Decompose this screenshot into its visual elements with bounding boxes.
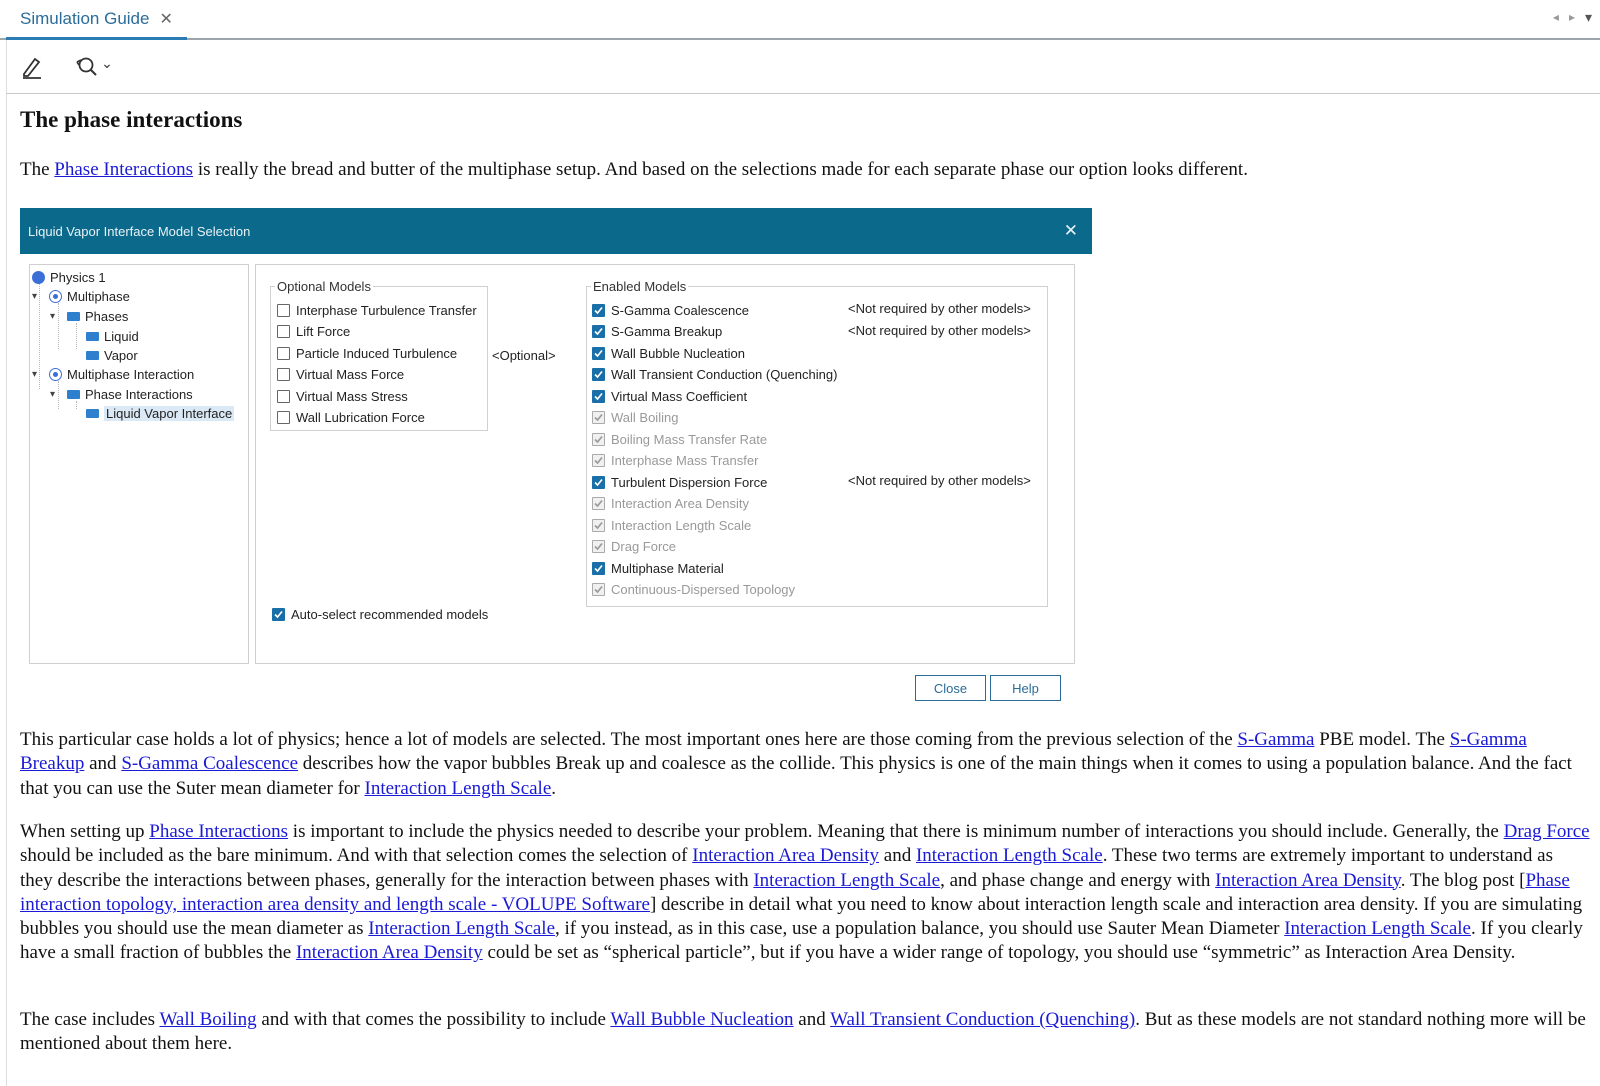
folder-icon bbox=[67, 312, 80, 321]
checkbox-label: Wall Boiling bbox=[611, 410, 679, 425]
text: . If you clearly have a small fraction of bubbles the bbox=[20, 918, 1583, 964]
physics-icon bbox=[32, 271, 45, 284]
folder-icon bbox=[86, 351, 99, 360]
model-checkbox[interactable] bbox=[592, 473, 767, 491]
tab-close-icon[interactable]: ✕ bbox=[159, 10, 173, 28]
model-checkbox[interactable] bbox=[592, 344, 745, 362]
text: and bbox=[879, 845, 916, 867]
link-interaction-length-scale[interactable]: Interaction Length Scale bbox=[368, 918, 556, 940]
checkbox-checked-icon bbox=[272, 608, 285, 621]
expander-icon[interactable]: ▾ bbox=[32, 290, 38, 302]
model-checkbox[interactable] bbox=[592, 559, 724, 577]
text: . bbox=[551, 777, 557, 799]
model-checkbox[interactable] bbox=[277, 323, 350, 341]
checkbox-label: Virtual Mass Stress bbox=[296, 388, 408, 404]
checkbox-checked-icon bbox=[592, 454, 605, 467]
link-s-gamma-coalescence[interactable]: S-Gamma Coalescence bbox=[121, 753, 299, 775]
tree-item-liquid-vapor-interface[interactable] bbox=[86, 404, 234, 422]
text: describes how the vapor bubbles Break up and coalesce as the collide. This physics is one of the main things when it comes to using a population balance. And the fact that you can use the Suter mean diameter for bbox=[20, 753, 1572, 799]
text: The bbox=[20, 159, 55, 180]
text: ] describe in detail what you need to know about interaction length scale and interaction area density. If you are simulating bubbles you should use the mean diameter as bbox=[20, 893, 1583, 940]
text: is important to include the physics needed to describe your problem. Meaning that there is minimum number of interactions you should include. Generally, the bbox=[288, 821, 1504, 842]
checkbox-checked-icon bbox=[592, 347, 605, 360]
model-checkbox[interactable] bbox=[277, 344, 457, 362]
checkbox-checked-icon bbox=[592, 519, 605, 532]
tree-item-multiphase-interaction[interactable] bbox=[32, 365, 194, 383]
tree-item-vapor[interactable] bbox=[86, 346, 138, 364]
tree-item-physics[interactable] bbox=[32, 268, 106, 286]
model-icon bbox=[49, 290, 62, 303]
model-checkbox[interactable] bbox=[277, 301, 477, 319]
tree-label: Phases bbox=[85, 308, 129, 324]
text: When setting up bbox=[20, 821, 150, 842]
link-wall-transient-conduction[interactable]: Wall Transient Conduction (Quenching) bbox=[830, 1009, 1136, 1030]
folder-icon bbox=[67, 390, 80, 399]
checkbox-checked-icon bbox=[592, 476, 605, 489]
tab-bar bbox=[0, 0, 1600, 40]
scroll-left-icon[interactable]: ◂ bbox=[1552, 10, 1559, 24]
not-required-note: <Not required by other models> bbox=[848, 473, 1031, 488]
checkbox-checked-icon bbox=[592, 325, 605, 338]
find-dropdown-button[interactable] bbox=[67, 52, 119, 82]
toolbar bbox=[6, 40, 1600, 94]
model-checkbox[interactable] bbox=[592, 387, 747, 405]
link-interaction-area-density[interactable]: Interaction Area Density bbox=[692, 845, 880, 867]
expander-icon[interactable]: ▾ bbox=[50, 388, 56, 400]
model-checkbox bbox=[592, 538, 676, 556]
model-checkbox[interactable] bbox=[277, 387, 408, 405]
text: . The blog post [ bbox=[1400, 869, 1526, 891]
checkbox-checked-icon bbox=[592, 583, 605, 596]
link-wall-boiling[interactable]: Wall Boiling bbox=[159, 1009, 257, 1030]
checkbox-checked-icon bbox=[592, 497, 605, 510]
close-button[interactable]: Close bbox=[915, 675, 986, 701]
tab-simulation-guide[interactable] bbox=[6, 0, 187, 40]
not-required-note: <Not required by other models> bbox=[848, 301, 1031, 316]
intro-paragraph bbox=[20, 158, 1590, 182]
checkbox-label: Wall Transient Conduction (Quenching) bbox=[611, 367, 838, 382]
tree-label: Physics 1 bbox=[50, 269, 106, 285]
checkbox-label: Wall Lubrication Force bbox=[296, 410, 425, 425]
model-checkbox bbox=[592, 495, 749, 513]
folder-icon bbox=[86, 332, 99, 341]
text: . But as these models are not standard nothing more will be mentioned about them here. bbox=[20, 1009, 1586, 1055]
checkbox-label: Lift Force bbox=[296, 324, 351, 339]
model-checkbox bbox=[592, 581, 795, 599]
checkbox-unchecked-icon bbox=[277, 325, 290, 338]
tree-label: Vapor bbox=[104, 347, 138, 363]
paragraph-phase-interactions bbox=[20, 820, 1590, 966]
checkbox-unchecked-icon bbox=[277, 390, 290, 403]
model-checkbox bbox=[592, 516, 751, 534]
link-interaction-length-scale[interactable]: Interaction Length Scale bbox=[364, 777, 552, 799]
model-icon bbox=[49, 368, 62, 381]
folder-icon bbox=[86, 409, 99, 418]
expander-icon[interactable]: ▾ bbox=[32, 368, 38, 380]
checkbox-label: S-Gamma Breakup bbox=[611, 324, 723, 339]
link-interaction-area-density[interactable]: Interaction Area Density bbox=[295, 942, 483, 964]
checkbox-checked-icon bbox=[592, 562, 605, 575]
checkbox-label: Multiphase Material bbox=[611, 560, 724, 576]
checkbox-label: Interaction Area Density bbox=[611, 496, 750, 511]
help-button[interactable]: Help bbox=[990, 675, 1061, 701]
tree-label: Multiphase bbox=[67, 288, 130, 304]
link-wall-bubble-nucleation[interactable]: Wall Bubble Nucleation bbox=[610, 1009, 794, 1030]
text: and bbox=[84, 753, 122, 775]
text: should be included as the bare minimum. And with that selection comes the selection of bbox=[20, 845, 693, 867]
dialog-close-icon[interactable]: ✕ bbox=[1063, 221, 1078, 240]
checkbox-label: Continuous-Dispersed Topology bbox=[611, 582, 796, 597]
tab-menu-icon[interactable]: ▾ bbox=[1584, 10, 1592, 26]
tree-guide bbox=[76, 323, 77, 349]
paragraph-s-gamma bbox=[20, 728, 1590, 801]
search-icon bbox=[73, 54, 99, 80]
checkbox-label: Virtual Mass Coefficient bbox=[611, 388, 748, 404]
physics-tree bbox=[29, 264, 249, 664]
checkbox-label: Virtual Mass Force bbox=[296, 367, 405, 382]
model-checkbox bbox=[592, 430, 767, 448]
checkbox-label: Drag Force bbox=[611, 539, 677, 554]
optional-tag: <Optional> bbox=[492, 348, 556, 363]
model-checkbox[interactable] bbox=[277, 366, 404, 384]
link-interaction-length-scale[interactable]: Interaction Length Scale bbox=[915, 845, 1103, 867]
text: is really the bread and butter of the multiphase setup. And based on the selections made for each separate phase our option looks different. bbox=[193, 159, 1248, 180]
text: PBE model. The bbox=[1314, 729, 1450, 750]
link-phase-interactions[interactable]: Phase Interactions bbox=[149, 821, 289, 842]
enabled-models-legend: Enabled Models bbox=[593, 279, 687, 294]
tree-label: Liquid Vapor Interface bbox=[106, 405, 233, 421]
auto-select-checkbox[interactable] bbox=[272, 605, 488, 623]
checkbox-label: Particle Induced Turbulence bbox=[296, 345, 458, 361]
checkbox-checked-icon bbox=[592, 368, 605, 381]
text: , if you instead, as in this case, use a population balance, you should use Sauter Mean Diameter bbox=[555, 918, 1285, 940]
tab-title: Simulation Guide bbox=[20, 8, 150, 28]
checkbox-label: Wall Bubble Nucleation bbox=[611, 345, 745, 361]
text: and with that comes the possibility to include bbox=[256, 1009, 611, 1030]
checkbox-label: Interphase Mass Transfer bbox=[611, 453, 759, 468]
text: . These two terms are extremely important to understand as they describe the interactions between phases, generally for the interaction between phases with bbox=[20, 845, 1553, 891]
checkbox-label: Auto-select recommended models bbox=[291, 606, 489, 622]
checkbox-checked-icon bbox=[592, 304, 605, 317]
link-interaction-area-density[interactable]: Interaction Area Density bbox=[1215, 869, 1401, 891]
model-checkbox[interactable] bbox=[592, 366, 837, 384]
model-checkbox bbox=[592, 452, 758, 470]
link-interaction-length-scale[interactable]: Interaction Length Scale bbox=[1284, 918, 1471, 940]
link-phase-interactions[interactable]: Phase Interactions bbox=[54, 159, 194, 180]
checkbox-checked-icon bbox=[592, 433, 605, 446]
tree-item-liquid[interactable] bbox=[86, 327, 139, 345]
expander-icon[interactable]: ▾ bbox=[50, 310, 56, 322]
tree-label: Multiphase Interaction bbox=[67, 366, 195, 382]
text: , and phase change and energy with bbox=[940, 869, 1216, 891]
checkbox-unchecked-icon bbox=[277, 411, 290, 424]
tree-item-phases[interactable] bbox=[50, 307, 128, 325]
link-drag-force[interactable]: Drag Force bbox=[1503, 821, 1590, 842]
checkbox-checked-icon bbox=[592, 411, 605, 424]
checkbox-unchecked-icon bbox=[277, 304, 290, 317]
checkbox-checked-icon bbox=[592, 390, 605, 403]
dialog-title: Liquid Vapor Interface Model Selection bbox=[28, 223, 251, 239]
tree-label: Liquid bbox=[104, 328, 139, 344]
link-s-gamma-breakup[interactable]: S-Gamma Breakup bbox=[20, 729, 1527, 775]
checkbox-label: Interaction Length Scale bbox=[611, 517, 752, 533]
tree-item-phase-interactions[interactable] bbox=[50, 385, 193, 403]
scroll-right-icon[interactable]: ▸ bbox=[1568, 10, 1575, 24]
link-s-gamma[interactable]: S-Gamma bbox=[1237, 729, 1315, 750]
text: The case includes bbox=[20, 1009, 160, 1030]
model-selection-panel bbox=[255, 264, 1075, 664]
pen-icon bbox=[19, 54, 45, 80]
model-checkbox[interactable] bbox=[592, 301, 749, 319]
text: This particular case holds a lot of physics; hence a lot of models are selected. The most important ones here are those coming from the previous selection of the bbox=[20, 729, 1238, 750]
checkbox-label: Turbulent Dispersion Force bbox=[611, 474, 768, 490]
paragraph-wall-boiling bbox=[20, 1008, 1590, 1057]
checkbox-label: Boiling Mass Transfer Rate bbox=[611, 431, 768, 447]
chevron-down-icon: ⌄ bbox=[101, 56, 113, 72]
model-checkbox[interactable] bbox=[592, 323, 722, 341]
text: could be set as “spherical particle”, but if you have a wider range of topology, you should use “symmetric” as Interaction Area Density. bbox=[482, 942, 1516, 964]
checkbox-checked-icon bbox=[592, 540, 605, 553]
dialog-title-bar bbox=[20, 208, 1092, 254]
model-checkbox[interactable] bbox=[277, 409, 425, 427]
tree-label: Phase Interactions bbox=[85, 386, 193, 402]
checkbox-unchecked-icon bbox=[277, 368, 290, 381]
link-interaction-length-scale[interactable]: Interaction Length Scale bbox=[753, 869, 941, 891]
checkbox-label: Interphase Turbulence Transfer bbox=[296, 302, 477, 318]
optional-models-legend: Optional Models bbox=[277, 279, 371, 294]
tree-item-multiphase[interactable] bbox=[32, 287, 130, 305]
model-checkbox bbox=[592, 409, 678, 427]
page-title: The phase interactions bbox=[20, 107, 243, 132]
model-selection-dialog bbox=[20, 208, 1092, 720]
annotate-button[interactable] bbox=[17, 52, 47, 82]
checkbox-unchecked-icon bbox=[277, 347, 290, 360]
link-volupe-blog-post[interactable]: Phase interaction topology, interaction area density and length scale - VOLUPE Software bbox=[20, 869, 1570, 915]
not-required-note: <Not required by other models> bbox=[848, 323, 1031, 338]
text: and bbox=[793, 1009, 831, 1030]
document-content bbox=[6, 94, 1600, 1086]
checkbox-label: S-Gamma Coalescence bbox=[611, 302, 749, 318]
tab-navigation bbox=[1553, 10, 1592, 26]
